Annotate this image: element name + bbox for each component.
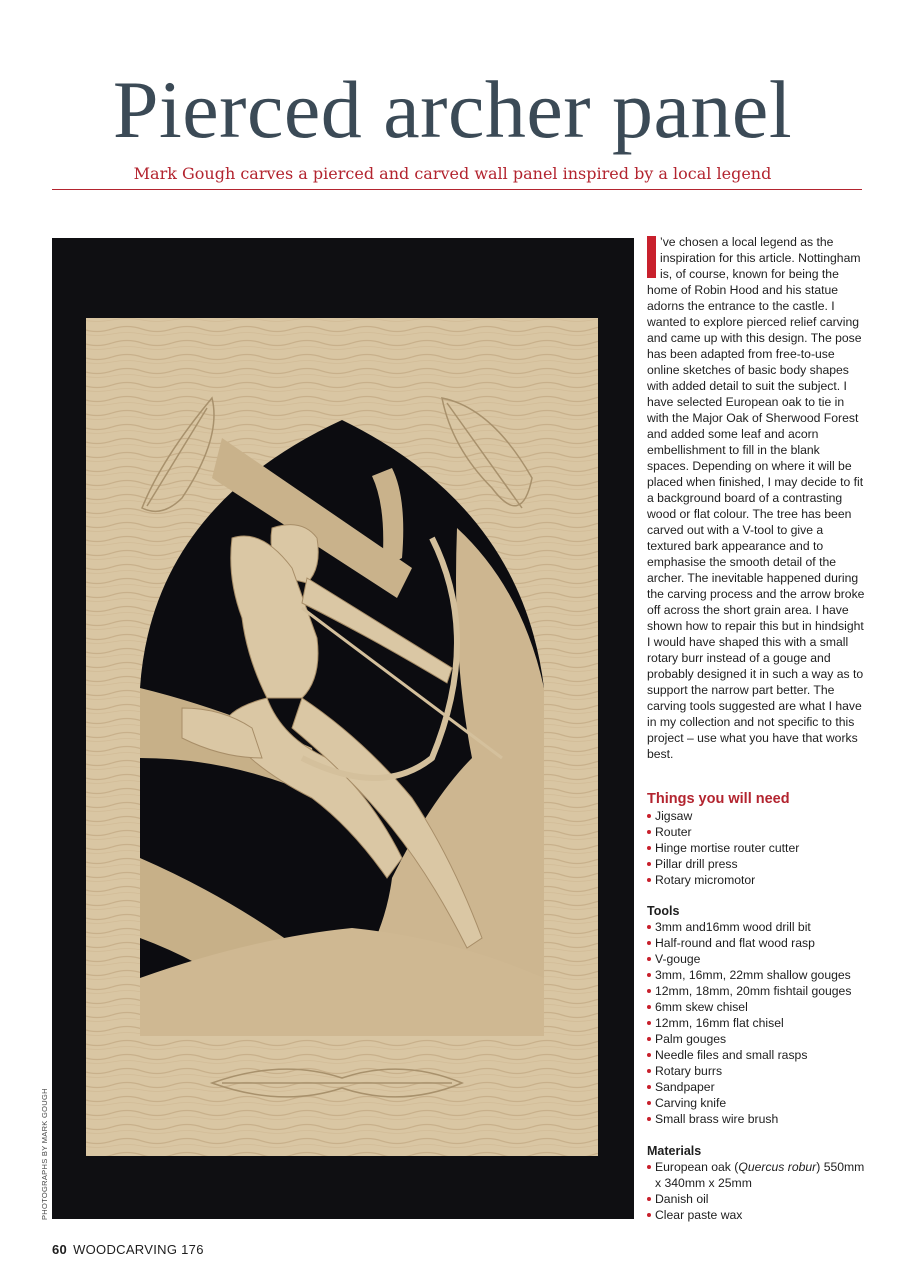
standfirst: Mark Gough carves a pierced and carved wall panel inspired by a local legend [133,164,772,183]
list-item: 12mm, 18mm, 20mm fishtail gouges [647,983,867,999]
list-item: Jigsaw [647,808,867,824]
list-item: Clear paste wax [647,1207,867,1223]
page-title: Pierced archer panel [112,64,793,155]
list-item: V-gouge [647,951,867,967]
list-item: Hinge mortise router cutter [647,840,867,856]
list-item: Palm gouges [647,1031,867,1047]
page-number: 60 [52,1242,68,1257]
header-divider [52,189,862,190]
list-item: Danish oil [647,1191,867,1207]
archer-panel-photo [52,238,634,1219]
list-item: Rotary burrs [647,1063,867,1079]
list-item: Sandpaper [647,1079,867,1095]
list-item: 3mm and16mm wood drill bit [647,919,867,935]
list-item: 6mm skew chisel [647,999,867,1015]
intro-paragraph [647,234,865,762]
list-item: 12mm, 16mm flat chisel [647,1015,867,1031]
list-item: 3mm, 16mm, 22mm shallow gouges [647,967,867,983]
list-item: Carving knife [647,1095,867,1111]
list-item: Needle files and small rasps [647,1047,867,1063]
magazine-issue: WOODCARVING 176 [73,1242,204,1257]
tools-heading: Tools [647,904,680,918]
list-item: Small brass wire brush [647,1111,867,1127]
list-item: European oak (Quercus robur) 550mm x 340mm x 25mm [647,1159,867,1191]
photo-credit: PHOTOGRAPHS BY MARK GOUGH [40,1088,49,1220]
materials-section [647,1143,867,1223]
article-body [647,234,865,762]
tools-list [647,919,867,1127]
things-list [647,808,867,888]
things-heading: Things you will need [647,791,790,807]
things-you-will-need [647,790,867,888]
materials-list [647,1159,867,1223]
page-footer [52,1242,204,1257]
intro-text: ’ve chosen a local legend as the inspiration for this article. Nottingham is, of course, known for being the home of Robin Hood and his statue adorns the entrance to the castle. I wanted to explore pierced relief carving and came up with this design. The pose has been adapted from free-to-use online sketches of basic body shapes with added detail to suit the subject. I have selected European oak to tie in with the Major Oak of Sherwood Forest and added some leaf and acorn embellishment to fill in the blank spaces. Depending on where it will be placed when finished, I may decide to fit a background board of a contrasting wood or flat colour. The tree has been carved out with a V-tool to give a textured bark appearance and to emphasise the smooth detail of the archer. The inevitable happened during the carving process and the arrow broke off across the short grain area. I have shown how to repair this but in hindsight I would have shaped this with a small rotary burr instead of a gouge and probably designed it in such a way as to support the narrow part better. The carving tools suggested are what I have in my collection and not specific to this project – use what you have that works best. [647,235,865,761]
tools-section [647,903,867,1127]
list-item: Router [647,824,867,840]
materials-heading: Materials [647,1144,702,1158]
list-item: Rotary micromotor [647,872,867,888]
list-item: Half-round and flat wood rasp [647,935,867,951]
drop-cap [647,236,656,278]
list-item: Pillar drill press [647,856,867,872]
